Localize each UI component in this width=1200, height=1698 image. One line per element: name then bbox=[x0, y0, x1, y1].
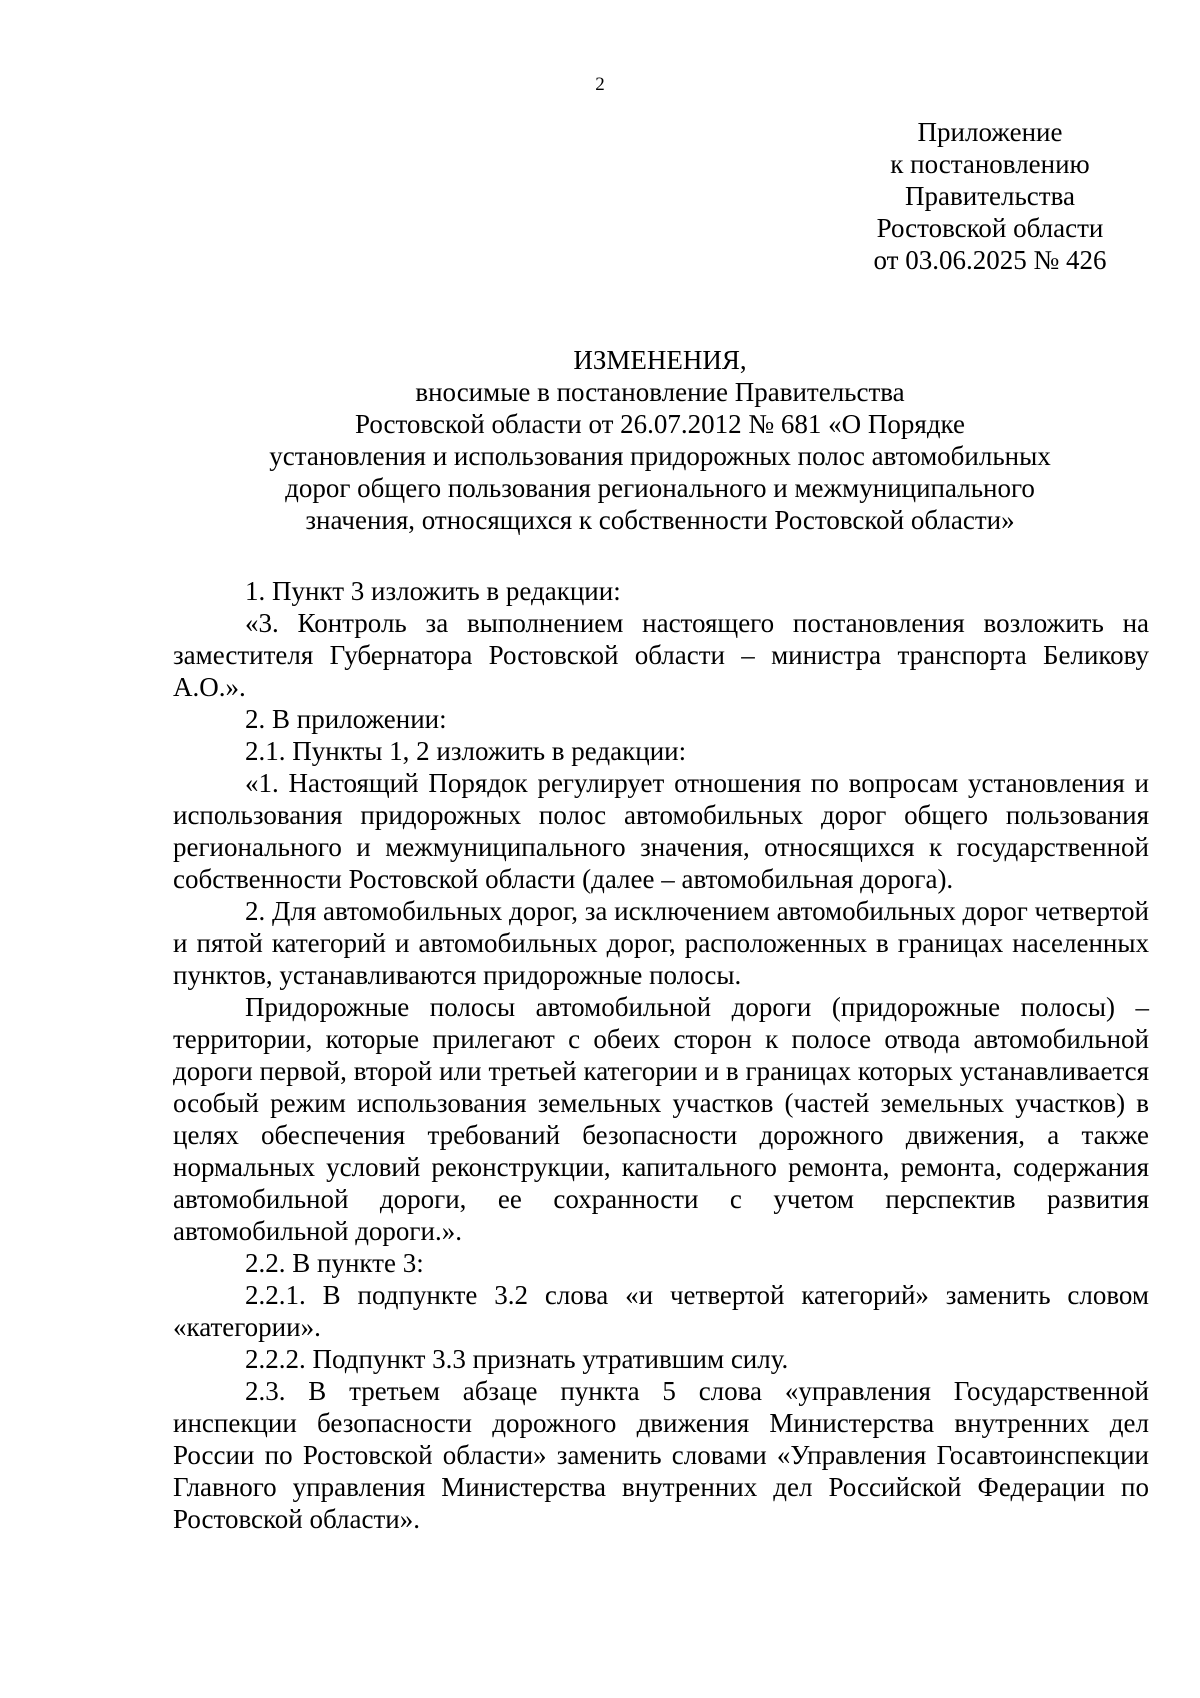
paragraph: 2.2.1. В подпункте 3.2 слова «и четвертой категорий» заменить словом «категории». bbox=[173, 1280, 1149, 1342]
paragraph: 2. Для автомобильных дорог, за исключением автомобильных дорог четвертой и пятой категорий и автомобильных дорог, расположенных в границах населенных пунктов, устанавливаются придорожные полосы. bbox=[173, 896, 1149, 990]
appendix-line: Приложение bbox=[917, 117, 1063, 147]
paragraph: Придорожные полосы автомобильной дороги (придорожные полосы) – территории, которые прилегают с обеих сторон к полосе отвода автомобильной дороги первой, второй или третьей категории и в границах которых устанавливается особый режим использования земельных участков (частей земельных участков) в целях обеспечения требований безопасности дорожного движения, а также нормальных условий реконструкции, капитального ремонта, ремонта, содержания автомобильной дороги, ее сохранности с учетом перспектив развития автомобильной дороги.». bbox=[173, 992, 1149, 1246]
page-number: 2 bbox=[595, 74, 605, 95]
appendix-header bbox=[820, 116, 1160, 276]
title-line: установления и использования придорожных полос автомобильных bbox=[269, 441, 1051, 471]
appendix-line: Правительства bbox=[905, 181, 1075, 211]
title-heading: ИЗМЕНЕНИЯ, bbox=[573, 345, 747, 375]
paragraph: «3. Контроль за выполнением настоящего постановления возложить на заместителя Губернатора Ростовской области – министра транспорта Беликову А.О.». bbox=[173, 608, 1149, 702]
appendix-line: от 03.06.2025 № 426 bbox=[873, 245, 1107, 275]
document-title bbox=[170, 344, 1150, 536]
title-line: значения, относящихся к собственности Ростовской области» bbox=[305, 505, 1015, 535]
paragraph: «1. Настоящий Порядок регулирует отношения по вопросам установления и использования придорожных полос автомобильных дорог общего пользования регионального и межмуниципального значения, относящихся к государственной собственности Ростовской области (далее – автомобильная дорога). bbox=[173, 768, 1149, 894]
paragraph: 1. Пункт 3 изложить в редакции: bbox=[245, 576, 621, 606]
paragraph: 2.1. Пункты 1, 2 изложить в редакции: bbox=[245, 736, 687, 766]
title-line: дорог общего пользования регионального и межмуниципального bbox=[285, 473, 1035, 503]
paragraph: 2.3. В третьем абзаце пункта 5 слова «управления Государственной инспекции безопасности дорожного движения Министерства внутренних дел России по Ростовской области» заменить словами «Управления Госавтоинспекции Главного управления Министерства внутренних дел Российской Федерации по Ростовской области». bbox=[173, 1376, 1149, 1534]
document-body bbox=[173, 575, 1149, 1535]
title-line: вносимые в постановление Правительства bbox=[415, 377, 905, 407]
appendix-line: к постановлению bbox=[890, 149, 1090, 179]
paragraph: 2.2. В пункте 3: bbox=[245, 1248, 424, 1278]
title-line: Ростовской области от 26.07.2012 № 681 «О Порядке bbox=[354, 409, 965, 439]
paragraph: 2.2.2. Подпункт 3.3 признать утратившим силу. bbox=[245, 1344, 789, 1374]
paragraph: 2. В приложении: bbox=[245, 704, 447, 734]
appendix-line: Ростовской области bbox=[876, 213, 1104, 243]
